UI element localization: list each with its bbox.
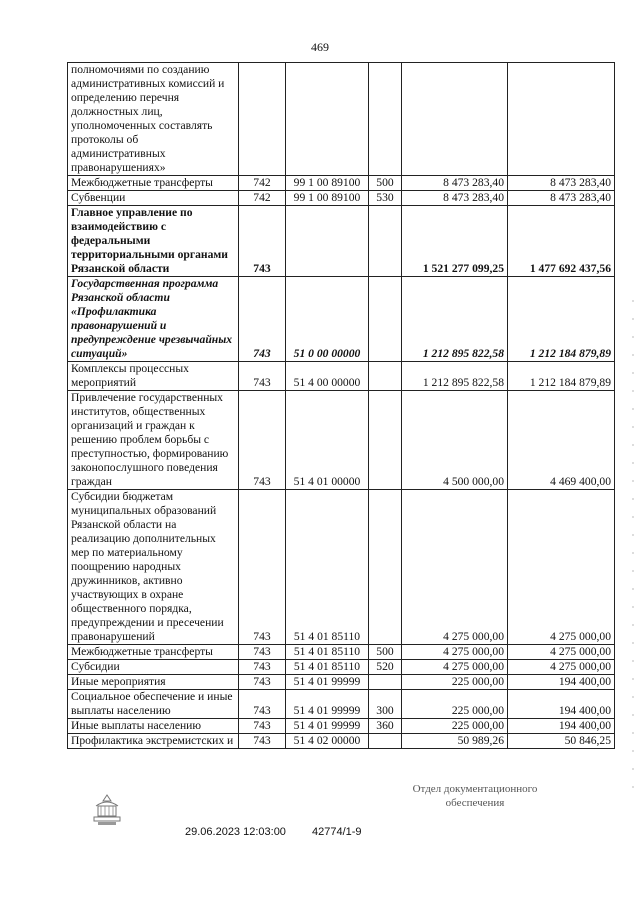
row-amount-2024-cell (508, 63, 615, 176)
row-amount-2023-cell: 4 500 000,00 (402, 391, 508, 490)
row-vr-cell (369, 362, 402, 391)
row-vr-cell (369, 734, 402, 749)
row-amount-2024-cell: 4 275 000,00 (508, 645, 615, 660)
row-amount-2024-cell: 8 473 283,40 (508, 176, 615, 191)
table-row (68, 63, 615, 176)
row-kcsr-cell: 51 4 00 00000 (286, 362, 369, 391)
row-amount-2024-cell: 4 275 000,00 (508, 660, 615, 675)
row-vr-cell (369, 63, 402, 176)
row-vr-cell: 300 (369, 690, 402, 719)
row-amount-2023-cell: 225 000,00 (402, 675, 508, 690)
row-amount-2023-cell: 4 275 000,00 (402, 490, 508, 645)
row-ved-cell (239, 63, 286, 176)
table-row (68, 206, 615, 277)
row-kcsr-cell: 99 1 00 89100 (286, 176, 369, 191)
row-name-cell: Иные мероприятия (68, 675, 239, 690)
row-amount-2023-cell: 225 000,00 (402, 719, 508, 734)
row-amount-2024-cell: 194 400,00 (508, 719, 615, 734)
row-kcsr-cell: 51 0 00 00000 (286, 277, 369, 362)
row-amount-2023-cell: 8 473 283,40 (402, 191, 508, 206)
row-amount-2023-cell: 8 473 283,40 (402, 176, 508, 191)
row-kcsr-cell: 51 4 01 85110 (286, 490, 369, 645)
row-ved-cell: 743 (239, 206, 286, 277)
row-amount-2023-cell: 1 212 895 822,58 (402, 362, 508, 391)
row-kcsr-cell: 51 4 01 00000 (286, 391, 369, 490)
row-name-cell: Субсидии (68, 660, 239, 675)
table-row (68, 176, 615, 191)
row-vr-cell (369, 490, 402, 645)
footer-datetime: 29.06.2023 12:03:00 (185, 826, 286, 838)
department-line-1: Отдел документационного (412, 783, 538, 795)
row-vr-cell (369, 675, 402, 690)
row-name-cell: Межбюджетные трансферты (68, 645, 239, 660)
row-amount-2023-cell: 4 275 000,00 (402, 660, 508, 675)
duma-emblem-icon (90, 792, 124, 828)
row-name-cell: Привлечение государственных институтов, общественных организаций и граждан к решению проблем борьбы с преступностью, формированию законопослушного поведения граждан (68, 391, 239, 490)
row-amount-2024-cell: 4 469 400,00 (508, 391, 615, 490)
row-amount-2024-cell: 194 400,00 (508, 675, 615, 690)
row-vr-cell: 520 (369, 660, 402, 675)
row-name-cell: Профилактика экстремистских и (68, 734, 239, 749)
row-amount-2023-cell: 1 521 277 099,25 (402, 206, 508, 277)
row-ved-cell: 743 (239, 362, 286, 391)
footer-department-stamp (400, 782, 550, 810)
budget-table (67, 62, 615, 749)
row-ved-cell: 743 (239, 734, 286, 749)
table-row (68, 660, 615, 675)
row-amount-2024-cell: 1 477 692 437,56 (508, 206, 615, 277)
row-kcsr-cell: 51 4 01 85110 (286, 660, 369, 675)
table-row (68, 490, 615, 645)
row-amount-2024-cell: 1 212 184 879,89 (508, 362, 615, 391)
row-name-cell: Межбюджетные трансферты (68, 176, 239, 191)
page-number: 469 (311, 40, 329, 54)
department-line-2: обеспечения (445, 797, 505, 809)
row-kcsr-cell: 51 4 01 99999 (286, 675, 369, 690)
row-vr-cell: 500 (369, 645, 402, 660)
table-row (68, 734, 615, 749)
row-ved-cell: 743 (239, 675, 286, 690)
row-ved-cell: 743 (239, 660, 286, 675)
row-vr-cell: 530 (369, 191, 402, 206)
row-amount-2024-cell: 50 846,25 (508, 734, 615, 749)
row-kcsr-cell: 51 4 01 99999 (286, 690, 369, 719)
row-kcsr-cell: 99 1 00 89100 (286, 191, 369, 206)
footer-document-number: 42774/1-9 (312, 826, 362, 838)
row-name-cell: Социальное обеспечение и иные выплаты населению (68, 690, 239, 719)
table-row (68, 362, 615, 391)
row-name-cell: Субвенции (68, 191, 239, 206)
row-ved-cell: 742 (239, 191, 286, 206)
row-amount-2023-cell: 1 212 895 822,58 (402, 277, 508, 362)
row-kcsr-cell: 51 4 01 99999 (286, 719, 369, 734)
scan-artifact (632, 300, 634, 800)
row-vr-cell (369, 277, 402, 362)
row-name-cell: Иные выплаты населению (68, 719, 239, 734)
table-row (68, 391, 615, 490)
row-amount-2024-cell: 8 473 283,40 (508, 191, 615, 206)
row-vr-cell: 500 (369, 176, 402, 191)
table-row (68, 690, 615, 719)
row-ved-cell: 742 (239, 176, 286, 191)
row-amount-2024-cell: 1 212 184 879,89 (508, 277, 615, 362)
row-amount-2024-cell: 194 400,00 (508, 690, 615, 719)
table-row (68, 719, 615, 734)
row-name-cell: Комплексы процессных мероприятий (68, 362, 239, 391)
table-row (68, 277, 615, 362)
row-name-cell: Субсидии бюджетам муниципальных образований Рязанской области на реализацию дополнительных мер по материальному поощрению народных дружинников, активно участвующих в охране общественного порядка, предупреждении и пресечении правонарушений (68, 490, 239, 645)
table-row (68, 645, 615, 660)
row-ved-cell: 743 (239, 719, 286, 734)
row-ved-cell: 743 (239, 690, 286, 719)
row-amount-2024-cell: 4 275 000,00 (508, 490, 615, 645)
table-row (68, 675, 615, 690)
budget-table-body (68, 63, 615, 749)
row-kcsr-cell: 51 4 02 00000 (286, 734, 369, 749)
row-name-cell: Государственная программа Рязанской области «Профилактика правонарушений и предупреждение чрезвычайных ситуаций» (68, 277, 239, 362)
row-ved-cell: 743 (239, 277, 286, 362)
row-kcsr-cell (286, 63, 369, 176)
row-kcsr-cell: 51 4 01 85110 (286, 645, 369, 660)
row-vr-cell (369, 206, 402, 277)
row-ved-cell: 743 (239, 391, 286, 490)
row-vr-cell: 360 (369, 719, 402, 734)
row-kcsr-cell (286, 206, 369, 277)
row-amount-2023-cell: 50 989,26 (402, 734, 508, 749)
row-amount-2023-cell: 225 000,00 (402, 690, 508, 719)
table-row (68, 191, 615, 206)
row-ved-cell: 743 (239, 645, 286, 660)
row-ved-cell: 743 (239, 490, 286, 645)
row-amount-2023-cell: 4 275 000,00 (402, 645, 508, 660)
row-name-cell: полномочиями по созданию административных комиссий и определению перечня должностных лиц, уполномоченных составлять протоколы об административных правонарушениях» (68, 63, 239, 176)
row-vr-cell (369, 391, 402, 490)
row-amount-2023-cell (402, 63, 508, 176)
row-name-cell: Главное управление по взаимодействию с федеральными территориальными органами Рязанской области (68, 206, 239, 277)
